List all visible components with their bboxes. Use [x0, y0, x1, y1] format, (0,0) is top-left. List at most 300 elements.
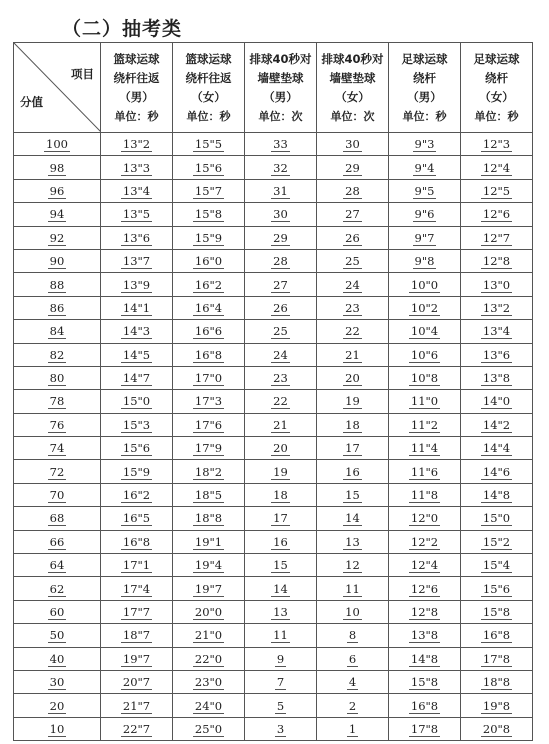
value-cell [317, 437, 389, 460]
value-cell [461, 717, 533, 740]
score-cell [14, 390, 101, 413]
column-unit: 单位：次 [258, 109, 303, 123]
cell-value: 15"7 [194, 183, 223, 198]
cell-value: 10"4 [410, 324, 439, 339]
value-cell [389, 179, 461, 202]
score-value: 72 [49, 464, 65, 479]
table-row [14, 156, 533, 179]
score-value: 10 [49, 721, 65, 736]
score-cell [14, 226, 101, 249]
value-cell [101, 647, 173, 670]
value-cell [173, 390, 245, 413]
value-cell [245, 717, 317, 740]
column-header [173, 43, 245, 133]
value-cell [461, 226, 533, 249]
score-value: 92 [49, 230, 65, 245]
value-cell [245, 483, 317, 506]
column-name-line2: 绕杆 [485, 70, 508, 85]
cell-value: 6 [348, 651, 357, 666]
cell-value: 11"2 [410, 417, 439, 432]
cell-value: 19"7 [122, 651, 151, 666]
cell-value: 15"9 [194, 230, 223, 245]
value-cell [389, 413, 461, 436]
value-cell [389, 156, 461, 179]
table-row [14, 413, 533, 436]
column-unit: 单位：秒 [474, 109, 519, 123]
value-cell [389, 530, 461, 553]
cell-value: 21"0 [194, 628, 223, 643]
value-cell [389, 717, 461, 740]
cell-value: 20 [273, 441, 288, 456]
value-cell [461, 554, 533, 577]
value-cell [245, 460, 317, 483]
cell-value: 14"6 [482, 464, 511, 479]
value-cell [461, 437, 533, 460]
cell-value: 18 [345, 417, 360, 432]
cell-value: 9"8 [414, 254, 435, 269]
value-cell [389, 600, 461, 623]
value-cell [173, 133, 245, 156]
value-cell [245, 203, 317, 226]
cell-value: 23 [345, 300, 360, 315]
value-cell [245, 530, 317, 553]
value-cell [101, 507, 173, 530]
cell-value: 17"4 [122, 581, 151, 596]
value-cell [245, 437, 317, 460]
cell-value: 14"1 [122, 300, 151, 315]
score-value: 60 [49, 605, 65, 619]
table-row [14, 483, 533, 506]
value-cell [173, 296, 245, 319]
cell-value: 11"4 [410, 441, 439, 456]
score-cell [14, 249, 101, 272]
cell-value: 30 [273, 207, 288, 222]
value-cell [461, 203, 533, 226]
value-cell [101, 554, 173, 577]
score-value: 78 [49, 394, 65, 409]
cell-value: 9"5 [414, 183, 435, 198]
cell-value: 18"8 [194, 511, 223, 526]
cell-value: 17"8 [482, 651, 511, 666]
cell-value: 22 [345, 324, 360, 339]
cell-value: 24 [345, 277, 360, 292]
cell-value: 25 [273, 324, 288, 339]
table-row [14, 577, 533, 600]
cell-value: 11 [345, 581, 360, 596]
cell-value: 10"2 [410, 300, 439, 315]
cell-value: 2 [348, 698, 357, 713]
value-cell [461, 273, 533, 296]
cell-value: 18"7 [122, 628, 151, 643]
cell-value: 11"0 [410, 394, 439, 409]
cell-value: 15"6 [122, 441, 151, 456]
value-cell [389, 507, 461, 530]
diagonal-line [14, 43, 101, 132]
diagonal-header-cell [14, 43, 101, 133]
value-cell [173, 203, 245, 226]
value-cell [173, 366, 245, 389]
column-name-line1: 排球40秒对 [321, 51, 384, 66]
table-row [14, 226, 533, 249]
score-value: 68 [49, 511, 65, 526]
value-cell [101, 156, 173, 179]
value-cell [173, 156, 245, 179]
value-cell [173, 249, 245, 272]
score-label: 分值 [20, 95, 43, 109]
column-header [389, 43, 461, 133]
cell-value: 23 [273, 371, 288, 386]
value-cell [317, 273, 389, 296]
cell-value: 24"0 [194, 698, 223, 713]
value-cell [389, 133, 461, 156]
table-row [14, 320, 533, 343]
cell-value: 25 [345, 254, 360, 269]
table-row [14, 554, 533, 577]
score-cell [14, 717, 101, 740]
table-row [14, 273, 533, 296]
table-row [14, 390, 533, 413]
column-name-line2: 墙壁垫球 [257, 70, 304, 85]
value-cell [461, 507, 533, 530]
cell-value: 11"8 [410, 488, 439, 503]
value-cell [173, 554, 245, 577]
value-cell [173, 226, 245, 249]
cell-value: 15"8 [194, 207, 223, 222]
value-cell [101, 413, 173, 436]
column-unit: 单位：秒 [186, 109, 231, 123]
value-cell [317, 390, 389, 413]
cell-value: 14"8 [482, 488, 511, 503]
column-name-line2: 绕杆 [413, 70, 436, 85]
score-value: 30 [49, 675, 65, 690]
value-cell [101, 343, 173, 366]
cell-value: 13"5 [122, 207, 151, 222]
value-cell [317, 717, 389, 740]
cell-value: 20 [345, 371, 360, 386]
table-row [14, 717, 533, 740]
value-cell [317, 203, 389, 226]
value-cell [389, 273, 461, 296]
cell-value: 14"0 [482, 394, 511, 409]
value-cell [245, 694, 317, 717]
score-cell [14, 624, 101, 647]
value-cell [173, 647, 245, 670]
cell-value: 12"0 [410, 511, 439, 526]
cell-value: 12"3 [482, 137, 511, 152]
cell-value: 12 [345, 558, 360, 573]
cell-value: 15"0 [122, 394, 151, 409]
column-header [245, 43, 317, 133]
score-cell [14, 694, 101, 717]
cell-value: 15"3 [122, 417, 151, 432]
table-row [14, 343, 533, 366]
cell-value: 28 [345, 183, 360, 198]
table-row [14, 203, 533, 226]
value-cell [245, 507, 317, 530]
value-cell [389, 554, 461, 577]
value-cell [461, 460, 533, 483]
cell-value: 18 [273, 488, 288, 503]
value-cell [389, 437, 461, 460]
table-row [14, 133, 533, 156]
score-cell [14, 133, 101, 156]
value-cell [317, 647, 389, 670]
score-cell [14, 460, 101, 483]
table-row [14, 507, 533, 530]
cell-value: 18"2 [194, 464, 223, 479]
value-cell [173, 413, 245, 436]
value-cell [101, 133, 173, 156]
value-cell [389, 647, 461, 670]
value-cell [317, 530, 389, 553]
cell-value: 10"0 [410, 277, 439, 292]
column-header [317, 43, 389, 133]
value-cell [245, 273, 317, 296]
value-cell [389, 203, 461, 226]
value-cell [101, 203, 173, 226]
cell-value: 27 [345, 207, 360, 222]
cell-value: 15"5 [194, 137, 223, 152]
value-cell [317, 133, 389, 156]
cell-value: 11 [273, 628, 288, 643]
cell-value: 13"7 [122, 254, 151, 269]
value-cell [173, 600, 245, 623]
cell-value: 12"2 [410, 534, 439, 549]
cell-value: 10 [345, 605, 360, 619]
score-value: 90 [49, 254, 65, 269]
value-cell [461, 156, 533, 179]
column-name-line1: 篮球运球 [113, 51, 160, 66]
cell-value: 16"5 [122, 511, 151, 526]
value-cell [317, 483, 389, 506]
value-cell [101, 600, 173, 623]
table-row [14, 694, 533, 717]
cell-value: 14"5 [122, 347, 151, 362]
cell-value: 15 [273, 558, 288, 573]
cell-value: 17 [345, 441, 360, 456]
table-row [14, 647, 533, 670]
cell-value: 13"3 [122, 160, 151, 175]
value-cell [245, 600, 317, 623]
cell-value: 17"8 [410, 721, 439, 736]
table-row [14, 249, 533, 272]
cell-value: 22"7 [122, 721, 151, 736]
score-cell [14, 577, 101, 600]
cell-value: 14"4 [482, 441, 511, 456]
cell-value: 13"4 [482, 324, 511, 339]
column-gender: （女） [335, 89, 370, 104]
value-cell [101, 296, 173, 319]
cell-value: 16 [273, 534, 288, 549]
cell-value: 12"4 [482, 160, 511, 175]
table-row [14, 530, 533, 553]
cell-value: 31 [273, 183, 288, 198]
value-cell [173, 694, 245, 717]
value-cell [461, 694, 533, 717]
score-cell [14, 320, 101, 343]
cell-value: 4 [348, 675, 357, 690]
value-cell [173, 624, 245, 647]
cell-value: 22 [273, 394, 288, 409]
column-header [461, 43, 533, 133]
value-cell [245, 554, 317, 577]
column-gender: （男） [407, 89, 442, 104]
column-name-line1: 足球运球 [401, 51, 448, 66]
value-cell [317, 670, 389, 693]
value-cell [389, 249, 461, 272]
value-cell [461, 600, 533, 623]
score-cell [14, 530, 101, 553]
value-cell [461, 483, 533, 506]
cell-value: 15"6 [482, 581, 511, 596]
cell-value: 14 [273, 581, 288, 596]
value-cell [317, 249, 389, 272]
column-name-line2: 绕杆往返 [185, 70, 232, 85]
cell-value: 18"8 [482, 675, 511, 690]
value-cell [389, 320, 461, 343]
value-cell [101, 717, 173, 740]
cell-value: 29 [273, 230, 288, 245]
value-cell [245, 249, 317, 272]
value-cell [245, 647, 317, 670]
cell-value: 17"6 [194, 417, 223, 432]
score-cell [14, 554, 101, 577]
value-cell [389, 483, 461, 506]
cell-value: 16"4 [194, 300, 223, 315]
value-cell [245, 366, 317, 389]
cell-value: 20"0 [194, 605, 223, 619]
cell-value: 22"0 [194, 651, 223, 666]
value-cell [461, 624, 533, 647]
value-cell [173, 460, 245, 483]
value-cell [461, 179, 533, 202]
cell-value: 17"3 [194, 394, 223, 409]
cell-value: 29 [345, 160, 360, 175]
value-cell [461, 647, 533, 670]
value-cell [389, 390, 461, 413]
cell-value: 15"6 [194, 160, 223, 175]
score-cell [14, 343, 101, 366]
value-cell [461, 366, 533, 389]
cell-value: 1 [348, 721, 357, 736]
table-row [14, 670, 533, 693]
value-cell [389, 460, 461, 483]
table-row [14, 296, 533, 319]
value-cell [317, 413, 389, 436]
value-cell [461, 343, 533, 366]
value-cell [461, 249, 533, 272]
cell-value: 16"8 [410, 698, 439, 713]
table-row [14, 600, 533, 623]
value-cell [173, 343, 245, 366]
cell-value: 30 [345, 137, 360, 152]
cell-value: 16"8 [122, 534, 151, 549]
cell-value: 17"0 [194, 371, 223, 386]
score-cell [14, 507, 101, 530]
table-body [14, 133, 533, 741]
score-value: 20 [49, 698, 65, 713]
value-cell [101, 249, 173, 272]
value-cell [173, 507, 245, 530]
value-cell [173, 320, 245, 343]
cell-value: 25"0 [194, 721, 223, 736]
column-name-line1: 足球运球 [473, 51, 520, 66]
cell-value: 16"6 [194, 324, 223, 339]
value-cell [461, 296, 533, 319]
cell-value: 13"0 [482, 277, 511, 292]
value-cell [317, 156, 389, 179]
score-cell [14, 366, 101, 389]
value-cell [245, 624, 317, 647]
value-cell [317, 460, 389, 483]
cell-value: 12"8 [482, 254, 511, 269]
column-name-line1: 排球40秒对 [249, 51, 312, 66]
value-cell [389, 296, 461, 319]
score-value: 82 [49, 347, 65, 362]
cell-value: 17"9 [194, 441, 223, 456]
score-cell [14, 437, 101, 460]
column-gender: （女） [479, 89, 514, 104]
cell-value: 3 [276, 721, 285, 736]
cell-value: 17"7 [122, 605, 151, 619]
value-cell [461, 530, 533, 553]
value-cell [101, 694, 173, 717]
score-value: 80 [49, 371, 65, 386]
score-value: 94 [49, 207, 65, 222]
column-gender: （男） [263, 89, 298, 104]
score-value: 74 [49, 441, 65, 456]
cell-value: 14"2 [482, 417, 511, 432]
value-cell [245, 320, 317, 343]
value-cell [317, 577, 389, 600]
score-value: 64 [49, 558, 65, 573]
score-table [13, 42, 533, 741]
cell-value: 17"1 [122, 558, 151, 573]
value-cell [317, 694, 389, 717]
cell-value: 16"8 [194, 347, 223, 362]
cell-value: 24 [273, 347, 288, 362]
score-cell [14, 179, 101, 202]
value-cell [101, 437, 173, 460]
value-cell [245, 133, 317, 156]
value-cell [317, 600, 389, 623]
value-cell [173, 273, 245, 296]
cell-value: 19"1 [194, 534, 223, 549]
value-cell [173, 483, 245, 506]
cell-value: 21"7 [122, 698, 151, 713]
value-cell [317, 320, 389, 343]
value-cell [461, 133, 533, 156]
score-value: 86 [49, 300, 65, 315]
project-label: 项目 [71, 67, 94, 81]
value-cell [245, 226, 317, 249]
value-cell [101, 577, 173, 600]
score-cell [14, 156, 101, 179]
cell-value: 13"4 [122, 183, 151, 198]
table-row [14, 460, 533, 483]
table-row [14, 624, 533, 647]
value-cell [173, 179, 245, 202]
score-cell [14, 647, 101, 670]
score-cell [14, 670, 101, 693]
value-cell [101, 624, 173, 647]
cell-value: 7 [276, 675, 285, 690]
score-value: 76 [49, 417, 65, 432]
value-cell [389, 577, 461, 600]
cell-value: 26 [273, 300, 288, 315]
cell-value: 20"8 [482, 721, 511, 736]
header-row [14, 43, 533, 133]
